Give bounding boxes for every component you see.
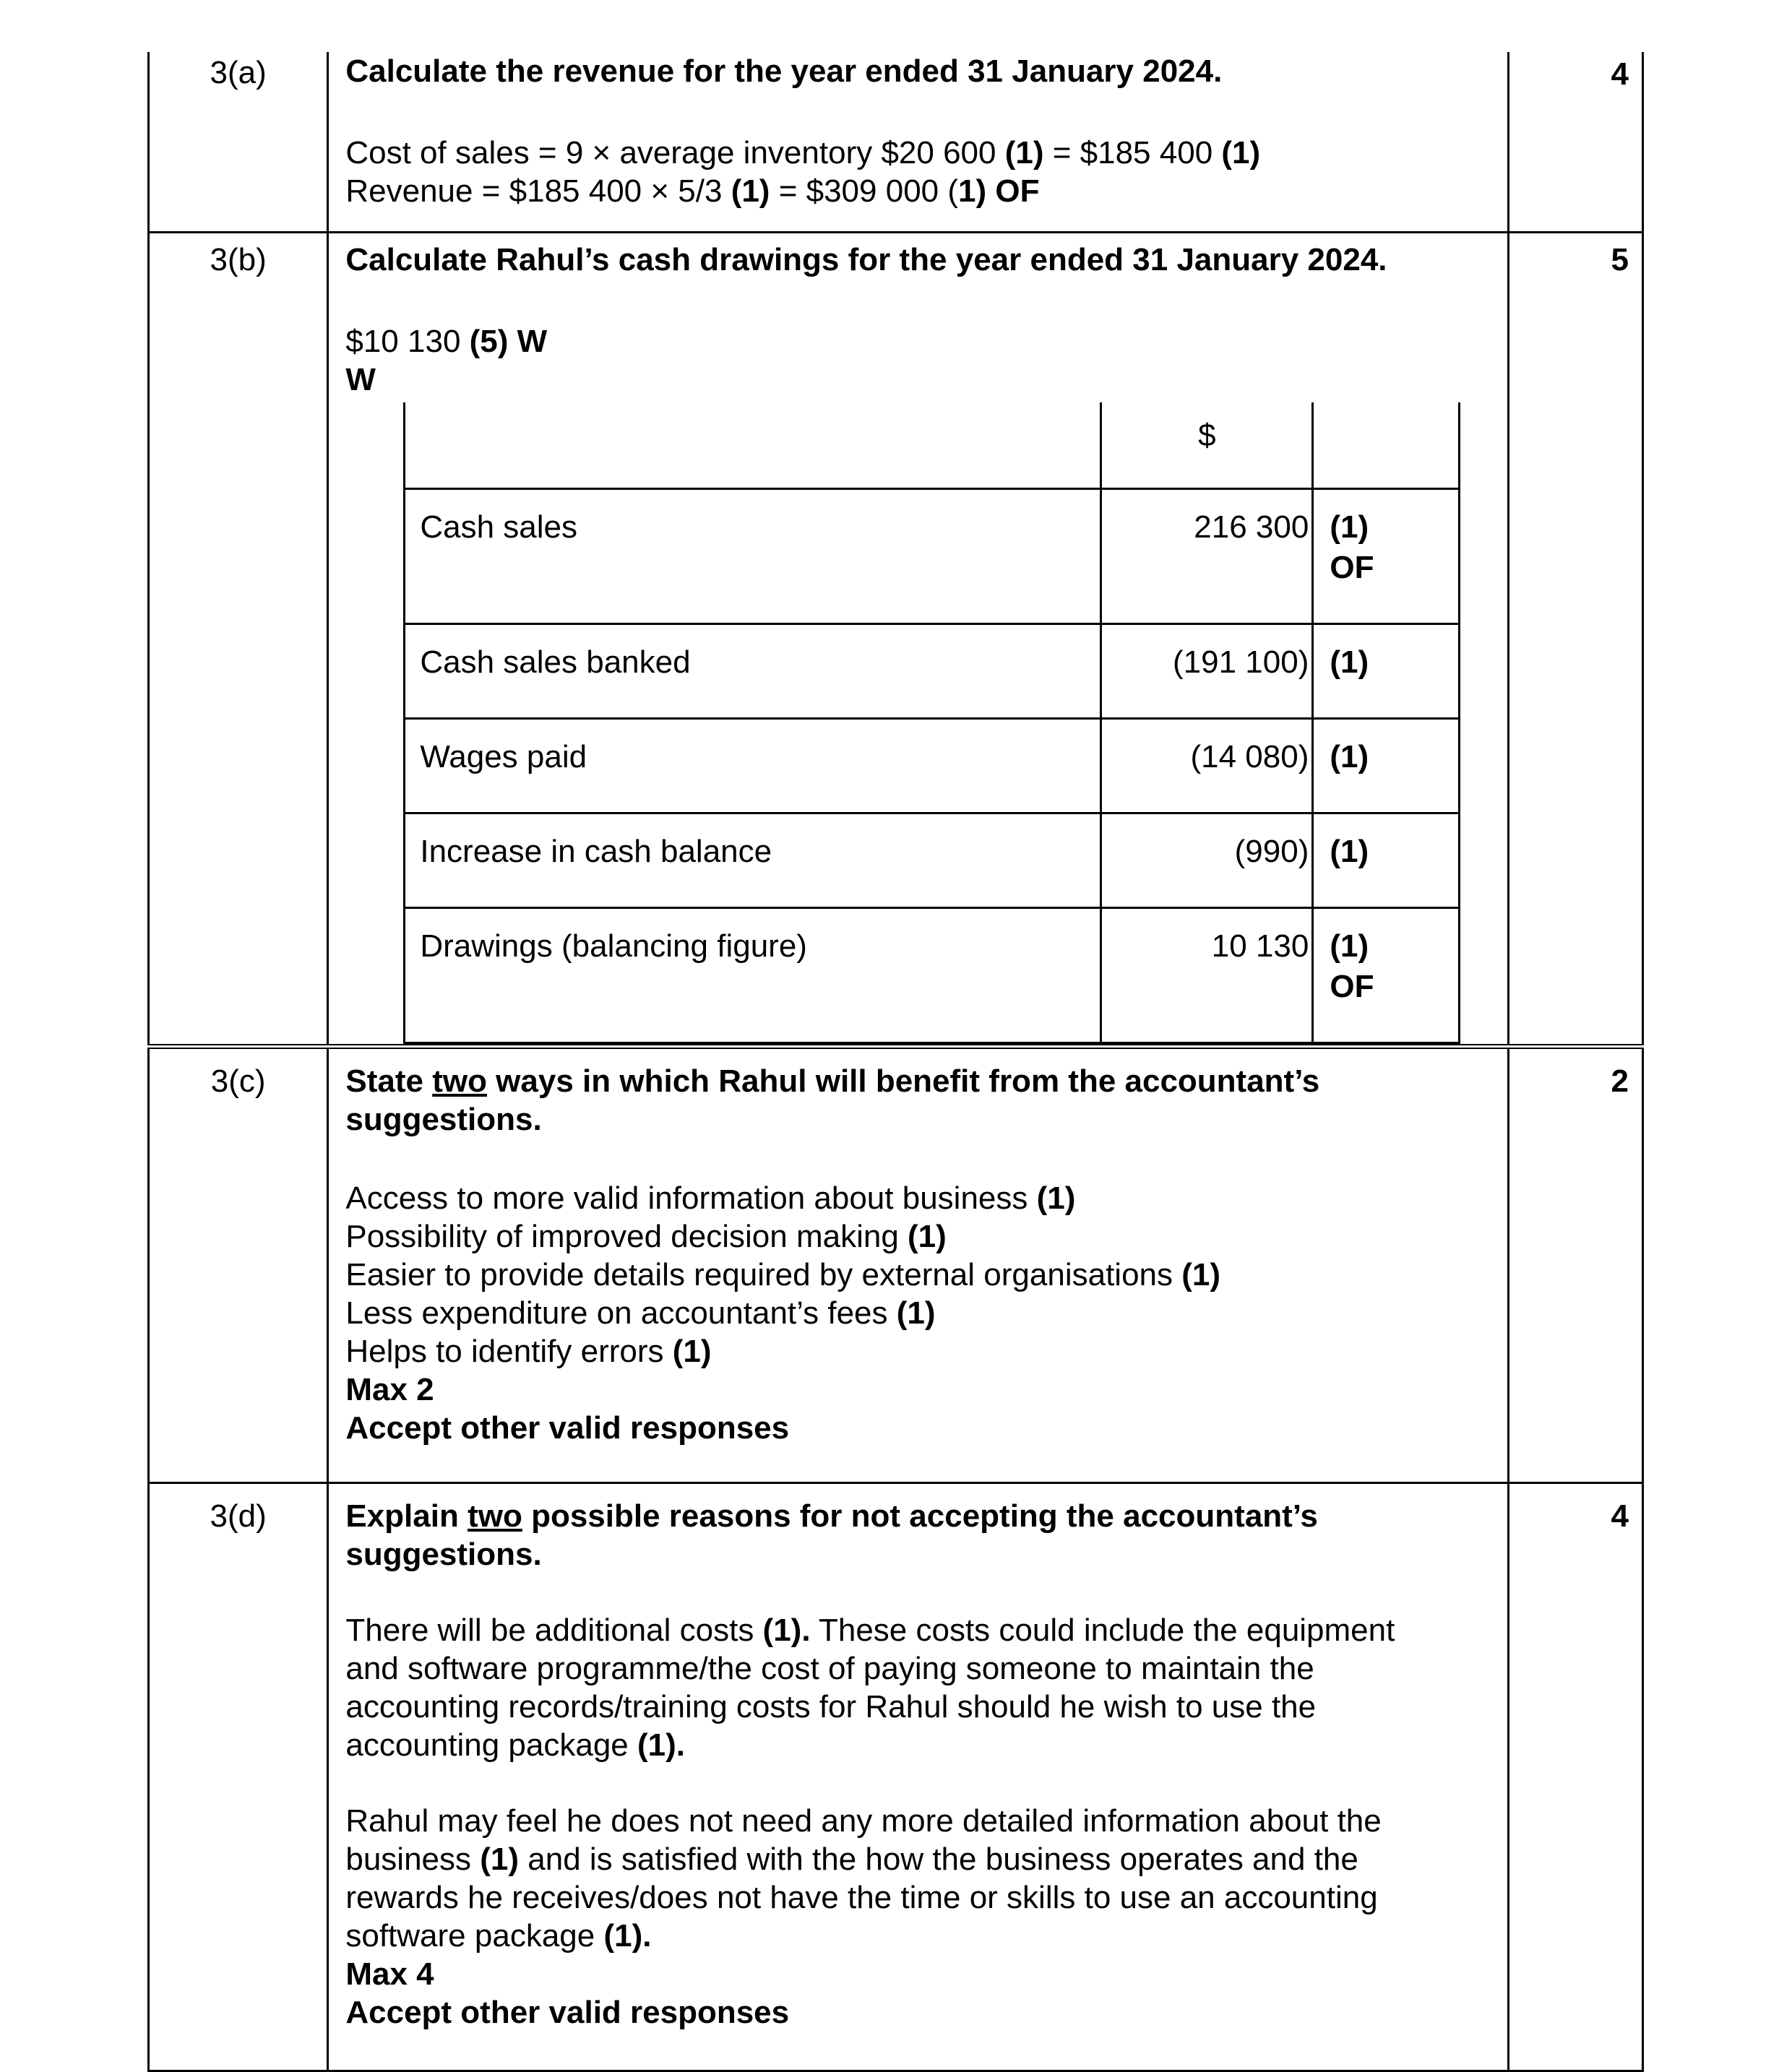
question-row-3b xyxy=(149,233,1643,1047)
answer-cell xyxy=(328,1047,1508,1483)
answer-point: Helps to identify errors (1) xyxy=(345,1334,712,1369)
working-row xyxy=(405,813,1460,908)
working-row xyxy=(405,489,1460,624)
question-number: 3(d) xyxy=(149,1483,328,2071)
answer-point: Possibility of improved decision making (1) xyxy=(345,1219,947,1254)
working-label-cell: Wages paid xyxy=(405,719,1101,813)
working-amount: 216 300 xyxy=(1101,489,1313,624)
working-mark: (1) OF xyxy=(1313,908,1460,1043)
working-label-cell: Drawings (balancing figure) xyxy=(405,908,1101,1043)
max-marks-note: Max 2 xyxy=(345,1372,434,1407)
working-label: W xyxy=(345,362,376,397)
answer-point: Less expenditure on accountant’s fees (1) xyxy=(345,1295,936,1331)
working-mark: (1) OF xyxy=(1313,489,1460,624)
max-marks-note: Max 4 xyxy=(345,1956,434,1992)
question-text-cont: suggestions. xyxy=(345,1102,542,1137)
working-label-cell: Cash sales banked xyxy=(405,624,1101,719)
question-row-3c xyxy=(149,1047,1643,1483)
answer-line: Cost of sales = 9 × average inventory $20 600 (1) = $185 400 (1) xyxy=(345,135,1261,170)
answer-cell xyxy=(328,1483,1508,2071)
answer-cell xyxy=(328,233,1508,1047)
answer-line: Rahul may feel he does not need any more detailed information about the xyxy=(345,1803,1382,1839)
question-text: State two ways in which Rahul will benefit from the accountant’s xyxy=(345,1063,1320,1099)
currency-header: $ xyxy=(1101,402,1313,489)
question-text-cont: suggestions. xyxy=(345,1537,542,1572)
working-table xyxy=(403,402,1460,1044)
question-text: Calculate the revenue for the year ended 31 January 2024. xyxy=(345,53,1223,89)
mark-scheme-table xyxy=(147,52,1644,2072)
answer-point: Access to more valid information about business (1) xyxy=(345,1180,1076,1216)
marks-total: 5 xyxy=(1508,233,1642,1047)
working-label-cell: Increase in cash balance xyxy=(405,813,1101,908)
working-label-cell: Cash sales xyxy=(405,489,1101,624)
answer-line: business (1) and is satisfied with the how the business operates and the xyxy=(345,1842,1358,1877)
working-mark: (1) xyxy=(1313,624,1460,719)
working-amount: (191 100) xyxy=(1101,624,1313,719)
working-header-row xyxy=(405,402,1460,489)
question-number: 3(b) xyxy=(149,233,328,1047)
answer-line: accounting package (1). xyxy=(345,1727,685,1763)
working-row xyxy=(405,624,1460,719)
marks-total: 4 xyxy=(1508,1483,1642,2071)
marks-total: 2 xyxy=(1508,1047,1642,1483)
working-row xyxy=(405,908,1460,1043)
question-row-3d xyxy=(149,1483,1643,2071)
question-number: 3(a) xyxy=(149,52,328,233)
question-text: Explain two possible reasons for not accepting the accountant’s xyxy=(345,1498,1318,1534)
working-mark: (1) xyxy=(1313,813,1460,908)
working-mark: (1) xyxy=(1313,719,1460,813)
accept-note: Accept other valid responses xyxy=(345,1995,790,2030)
answer-cell xyxy=(328,52,1508,233)
accept-note: Accept other valid responses xyxy=(345,1410,790,1446)
question-row-3a xyxy=(149,52,1643,233)
marks-total: 4 xyxy=(1508,52,1642,233)
working-row xyxy=(405,719,1460,813)
answer-line: Revenue = $185 400 × 5/3 (1) = $309 000 (1) OF xyxy=(345,173,1040,209)
answer-line: accounting records/training costs for Rahul should he wish to use the xyxy=(345,1689,1317,1724)
answer-line: There will be additional costs (1). These costs could include the equipment xyxy=(345,1613,1395,1648)
answer-line: and software programme/the cost of paying someone to maintain the xyxy=(345,1651,1314,1686)
working-amount: (990) xyxy=(1101,813,1313,908)
working-amount: (14 080) xyxy=(1101,719,1313,813)
answer-line: rewards he receives/does not have the time or skills to use an accounting xyxy=(345,1880,1378,1915)
question-text: Calculate Rahul’s cash drawings for the year ended 31 January 2024. xyxy=(345,242,1387,277)
question-number: 3(c) xyxy=(149,1047,328,1483)
working-amount: 10 130 xyxy=(1101,908,1313,1043)
answer-total: $10 130 (5) W xyxy=(345,324,548,359)
answer-line: software package (1). xyxy=(345,1918,652,1954)
answer-point: Easier to provide details required by external organisations (1) xyxy=(345,1257,1221,1292)
